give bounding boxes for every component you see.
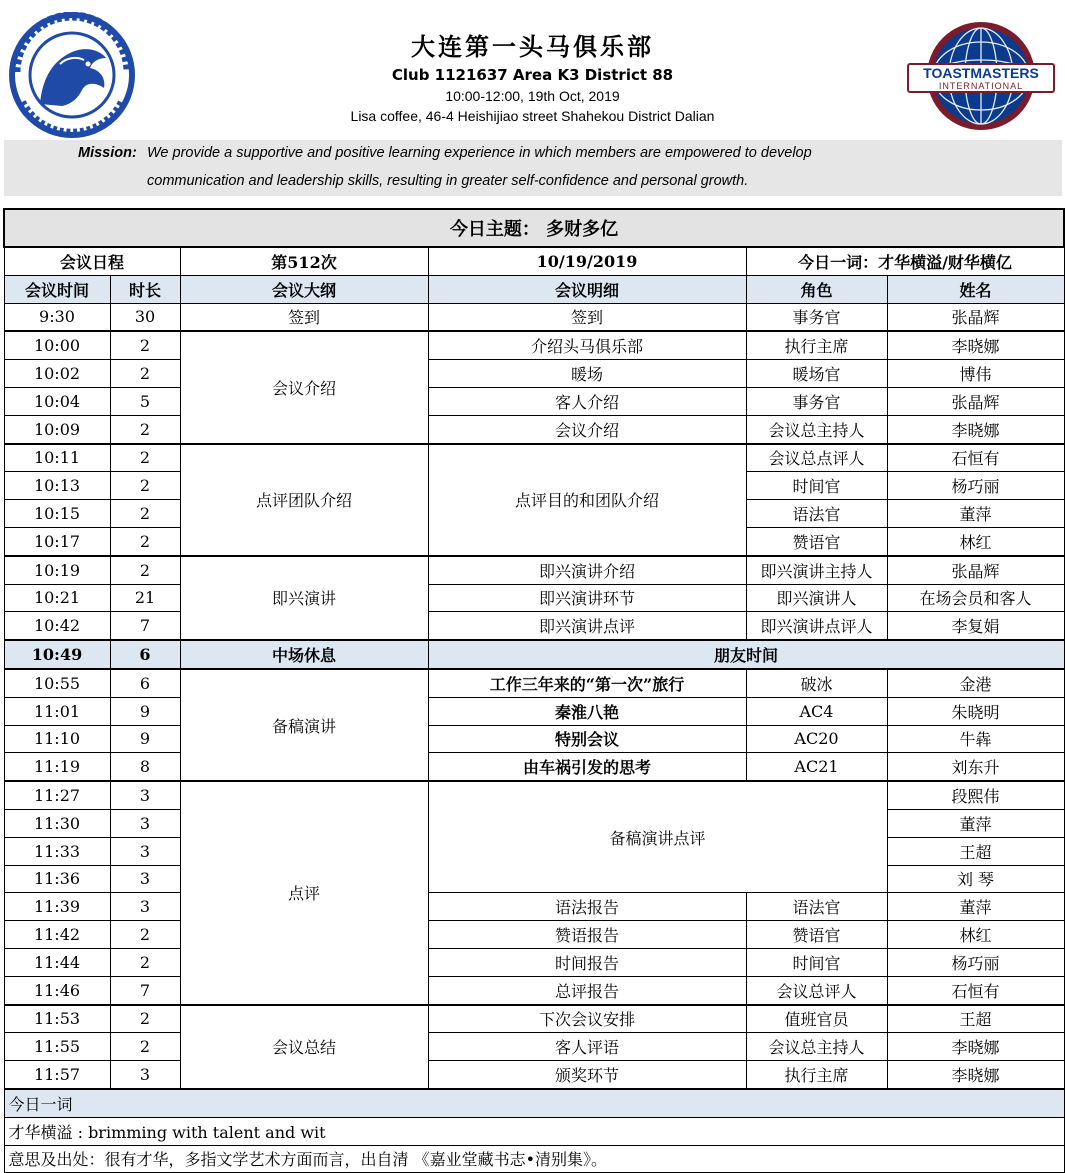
word-line: 才华横溢 : brimming with talent and wit <box>4 1117 1064 1145</box>
row-time: 10:17 <box>4 527 110 555</box>
row-duration: 2 <box>110 1033 180 1061</box>
row-duration: 8 <box>110 753 180 781</box>
row-duration: 9 <box>110 697 180 725</box>
row-detail: 即兴演讲环节 <box>428 584 746 612</box>
row-name: 博伟 <box>887 360 1064 388</box>
row-outline: 签到 <box>180 303 428 331</box>
row-detail: 客人评语 <box>428 1033 746 1061</box>
col-header-time: 会议时间 <box>4 275 110 303</box>
row-name: 李晓娜 <box>887 331 1064 359</box>
row-time: 10:42 <box>4 612 110 640</box>
row-detail: 特别会议 <box>428 725 746 753</box>
row-name: 李复娟 <box>887 612 1064 640</box>
row-name: 杨巧丽 <box>887 472 1064 500</box>
club-name: 大连第一头马俱乐部 <box>411 32 654 61</box>
row-time: 10:13 <box>4 472 110 500</box>
row-time: 11:53 <box>4 1005 110 1033</box>
table-row <box>4 893 1064 921</box>
table-row <box>4 1033 1064 1061</box>
row-detail: 总评报告 <box>428 976 746 1004</box>
row-time: 10:19 <box>4 556 110 584</box>
table-row <box>4 921 1064 949</box>
row-name: 刘 琴 <box>887 865 1064 893</box>
table-row <box>4 415 1064 443</box>
row-time: 10:49 <box>4 640 110 669</box>
toastmasters-logo-text-top: TOASTMASTERS <box>923 65 1039 81</box>
row-duration: 2 <box>110 472 180 500</box>
toastmasters-logo-icon <box>906 20 1056 132</box>
mission-text-line2: communication and leadership skills, resulting in greater self-confidence and personal growth. <box>147 173 749 189</box>
row-detail: 下次会议安排 <box>428 1005 746 1033</box>
row-name: 李晓娜 <box>887 1033 1064 1061</box>
word-section-heading-row <box>4 1089 1064 1117</box>
col-header-duration: 时长 <box>110 275 180 303</box>
row-role: 语法官 <box>746 893 887 921</box>
row-name: 朱晓明 <box>887 697 1064 725</box>
meaning-line-row <box>4 1145 1064 1173</box>
word-section-heading: 今日一词 <box>4 1089 1064 1117</box>
session-row <box>4 247 1064 275</box>
row-duration: 9 <box>110 725 180 753</box>
row-role: 时间官 <box>746 948 887 976</box>
row-name: 董萍 <box>887 809 1064 837</box>
session-number: 第512次 <box>180 247 428 275</box>
row-role: AC21 <box>746 753 887 781</box>
club-title-block <box>200 30 865 126</box>
row-name: 石恒有 <box>887 444 1064 472</box>
row-name: 张晶辉 <box>887 387 1064 415</box>
row-role: 即兴演讲人 <box>746 584 887 612</box>
meeting-theme: 今日主题： 多财多亿 <box>4 209 1064 247</box>
row-detail: 朋友时间 <box>428 640 1064 669</box>
column-header-row <box>4 275 1064 303</box>
row-role: 语法官 <box>746 500 887 528</box>
row-duration: 7 <box>110 976 180 1004</box>
row-name: 刘东升 <box>887 753 1064 781</box>
table-row <box>4 360 1064 388</box>
page-header <box>0 0 1065 138</box>
row-detail: 由车祸引发的思考 <box>428 753 746 781</box>
row-duration: 2 <box>110 500 180 528</box>
row-name: 林红 <box>887 921 1064 949</box>
row-outline: 备稿演讲 <box>180 669 428 781</box>
row-time: 10:04 <box>4 387 110 415</box>
row-duration: 2 <box>110 527 180 555</box>
row-name: 在场会员和客人 <box>887 584 1064 612</box>
row-detail: 工作三年来的“第一次”旅行 <box>428 669 746 697</box>
row-detail: 即兴演讲介绍 <box>428 556 746 584</box>
meeting-venue: Lisa coffee, 46-4 Heishijiao street Shahekou District Dalian <box>350 108 715 124</box>
row-detail: 暖场 <box>428 360 746 388</box>
row-role: 事务官 <box>746 387 887 415</box>
row-time: 11:42 <box>4 921 110 949</box>
break-row <box>4 640 1064 669</box>
row-duration: 2 <box>110 444 180 472</box>
row-time: 11:44 <box>4 948 110 976</box>
table-row <box>4 976 1064 1004</box>
row-time: 11:39 <box>4 893 110 921</box>
row-detail: 客人介绍 <box>428 387 746 415</box>
theme-row <box>4 209 1064 247</box>
col-header-name: 姓名 <box>887 275 1064 303</box>
row-duration: 7 <box>110 612 180 640</box>
mission-text-line1: We provide a supportive and positive learning experience in which members are empowered to develop <box>147 145 812 161</box>
row-role: 执行主席 <box>746 1061 887 1089</box>
row-name: 张晶辉 <box>887 303 1064 331</box>
row-outline: 会议介绍 <box>180 331 428 443</box>
row-time: 11:10 <box>4 725 110 753</box>
meeting-datetime: 10:00-12:00, 19th Oct, 2019 <box>445 88 620 104</box>
agenda-table <box>3 208 1065 1173</box>
row-name: 王超 <box>887 1005 1064 1033</box>
schedule-label: 会议日程 <box>4 247 180 275</box>
row-name: 林红 <box>887 527 1064 555</box>
row-detail: 语法报告 <box>428 893 746 921</box>
row-outline: 中场休息 <box>180 640 428 669</box>
row-duration: 2 <box>110 415 180 443</box>
row-role: 会议总评人 <box>746 976 887 1004</box>
table-row <box>4 697 1064 725</box>
row-duration: 2 <box>110 921 180 949</box>
row-name: 李晓娜 <box>887 415 1064 443</box>
row-time: 11:46 <box>4 976 110 1004</box>
col-header-role: 角色 <box>746 275 887 303</box>
row-duration: 3 <box>110 893 180 921</box>
meeting-date: 10/19/2019 <box>428 247 746 275</box>
row-role: 会议总主持人 <box>746 415 887 443</box>
row-detail: 即兴演讲点评 <box>428 612 746 640</box>
row-duration: 30 <box>110 303 180 331</box>
table-row <box>4 669 1064 697</box>
club-info: Club 1121637 Area K3 District 88 <box>391 66 674 84</box>
row-duration: 2 <box>110 948 180 976</box>
row-detail: 点评目的和团队介绍 <box>428 444 746 556</box>
row-role: AC20 <box>746 725 887 753</box>
row-time: 11:33 <box>4 837 110 865</box>
table-row <box>4 303 1064 331</box>
row-time: 10:02 <box>4 360 110 388</box>
table-row <box>4 1061 1064 1089</box>
word-line-row <box>4 1117 1064 1145</box>
row-detail: 时间报告 <box>428 948 746 976</box>
table-row <box>4 612 1064 640</box>
row-outline: 即兴演讲 <box>180 556 428 640</box>
row-duration: 21 <box>110 584 180 612</box>
row-outline: 点评 <box>180 781 428 1004</box>
row-time: 9:30 <box>4 303 110 331</box>
row-name: 段熙伟 <box>887 781 1064 809</box>
table-row <box>4 725 1064 753</box>
row-duration: 2 <box>110 360 180 388</box>
row-time: 11:01 <box>4 697 110 725</box>
row-time: 11:55 <box>4 1033 110 1061</box>
row-role: 即兴演讲主持人 <box>746 556 887 584</box>
club-logo-icon <box>2 12 142 138</box>
table-row <box>4 387 1064 415</box>
table-row <box>4 584 1064 612</box>
row-detail: 签到 <box>428 303 746 331</box>
table-row <box>4 753 1064 781</box>
row-duration: 3 <box>110 837 180 865</box>
row-outline: 会议总结 <box>180 1005 428 1089</box>
row-time: 11:57 <box>4 1061 110 1089</box>
row-time: 10:55 <box>4 669 110 697</box>
row-detail: 颁奖环节 <box>428 1061 746 1089</box>
col-header-outline: 会议大纲 <box>180 275 428 303</box>
table-row <box>4 331 1064 359</box>
row-duration: 2 <box>110 331 180 359</box>
row-time: 10:15 <box>4 500 110 528</box>
row-time: 11:19 <box>4 753 110 781</box>
row-name: 石恒有 <box>887 976 1064 1004</box>
col-header-detail: 会议明细 <box>428 275 746 303</box>
row-duration: 3 <box>110 865 180 893</box>
row-name: 董萍 <box>887 893 1064 921</box>
row-role: 会议总点评人 <box>746 444 887 472</box>
table-row <box>4 444 1064 472</box>
row-duration: 5 <box>110 387 180 415</box>
row-outline: 点评团队介绍 <box>180 444 428 556</box>
table-row <box>4 781 1064 809</box>
row-role: 赞语官 <box>746 527 887 555</box>
row-name: 李晓娜 <box>887 1061 1064 1089</box>
row-role: 会议总主持人 <box>746 1033 887 1061</box>
row-detail: 备稿演讲点评 <box>428 781 887 893</box>
row-duration: 6 <box>110 640 180 669</box>
row-time: 10:21 <box>4 584 110 612</box>
row-role: 破冰 <box>746 669 887 697</box>
row-name: 杨巧丽 <box>887 948 1064 976</box>
row-role: 执行主席 <box>746 331 887 359</box>
row-time: 10:09 <box>4 415 110 443</box>
row-name: 王超 <box>887 837 1064 865</box>
mission-box <box>4 140 1062 196</box>
row-duration: 3 <box>110 781 180 809</box>
row-role: 时间官 <box>746 472 887 500</box>
row-time: 11:27 <box>4 781 110 809</box>
row-role: 即兴演讲点评人 <box>746 612 887 640</box>
meaning-line: 意思及出处：很有才华，多指文学艺术方面而言，出自清 《嘉业堂藏书志•清别集》。 <box>4 1145 1064 1173</box>
row-name: 董萍 <box>887 500 1064 528</box>
row-time: 10:11 <box>4 444 110 472</box>
row-role: AC4 <box>746 697 887 725</box>
row-detail: 秦淮八艳 <box>428 697 746 725</box>
mission-label: Mission: <box>78 145 137 161</box>
row-time: 11:30 <box>4 809 110 837</box>
row-duration: 2 <box>110 556 180 584</box>
word-of-day: 今日一词：才华横溢/财华横亿 <box>746 247 1064 275</box>
row-detail: 介绍头马俱乐部 <box>428 331 746 359</box>
row-duration: 3 <box>110 1061 180 1089</box>
row-duration: 6 <box>110 669 180 697</box>
row-duration: 3 <box>110 809 180 837</box>
row-role: 赞语官 <box>746 921 887 949</box>
row-role: 暖场官 <box>746 360 887 388</box>
row-name: 牛犇 <box>887 725 1064 753</box>
row-time: 11:36 <box>4 865 110 893</box>
table-row <box>4 948 1064 976</box>
toastmasters-logo-text-bottom: INTERNATIONAL <box>938 81 1024 91</box>
row-name: 金港 <box>887 669 1064 697</box>
table-row <box>4 556 1064 584</box>
row-time: 10:00 <box>4 331 110 359</box>
row-detail: 会议介绍 <box>428 415 746 443</box>
table-row <box>4 1005 1064 1033</box>
row-name: 张晶辉 <box>887 556 1064 584</box>
row-detail: 赞语报告 <box>428 921 746 949</box>
row-duration: 2 <box>110 1005 180 1033</box>
row-role: 事务官 <box>746 303 887 331</box>
row-role: 值班官员 <box>746 1005 887 1033</box>
